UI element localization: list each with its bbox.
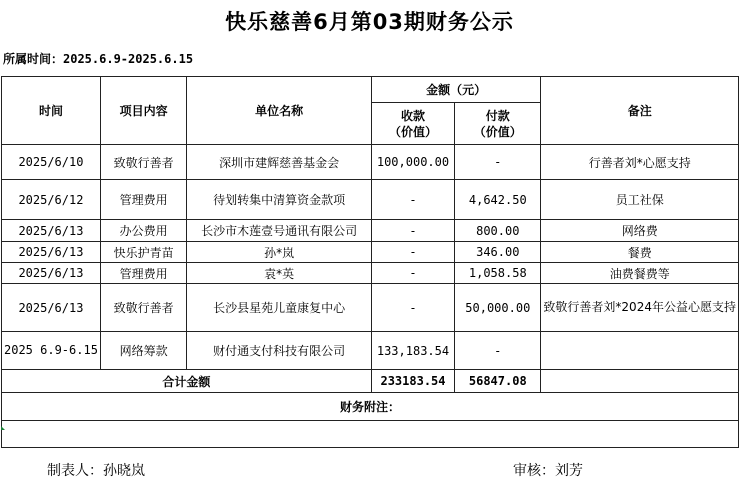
cell-unit: 待划转集中清算资金款项 [187,180,371,220]
remarks-blank-row [2,421,739,448]
reviewer-label: 审核：刘芳 [513,463,583,479]
header-income-line2: （价值） [388,124,437,139]
header-time: 时间 [2,77,101,145]
header-note: 备注 [541,77,739,145]
cell-unit: 深圳市建辉慈善基金会 [187,145,371,180]
header-project: 项目内容 [100,77,187,145]
cell-time: 2025/6/13 [2,284,101,332]
totals-income: 233183.54 [371,370,454,393]
cell-income: - [371,180,454,220]
cell-expense: 346.00 [455,242,541,263]
table-row [2,284,739,332]
totals-label: 合计金额 [2,370,372,393]
cell-expense: 800.00 [455,220,541,242]
cell-expense: - [455,145,541,180]
finance-table [1,76,739,448]
totals-note [541,370,739,393]
cell-income: 133,183.54 [371,332,454,370]
cell-unit: 长沙市木莲壹号通讯有限公司 [187,220,371,242]
remarks-blank [2,421,739,448]
cell-expense: - [455,332,541,370]
table-row [2,332,739,370]
cell-project: 网络筹款 [100,332,187,370]
cell-note: 餐费 [541,242,739,263]
cell-note [541,332,739,370]
table-row [2,220,739,242]
cell-note: 油费餐费等 [541,263,739,284]
remarks-row [2,393,739,421]
cell-time: 2025/6/12 [2,180,101,220]
cell-project: 致敬行善者 [100,284,187,332]
cell-time: 2025/6/13 [2,242,101,263]
period-label: 所属时间：2025.6.9-2025.6.15 [3,52,194,66]
cell-note: 行善者刘*心愿支持 [541,145,739,180]
cell-expense: 4,642.50 [455,180,541,220]
cell-project: 管理费用 [100,180,187,220]
header-expense [455,103,541,145]
header-expense-line1: 付款 [485,108,510,123]
table-row [2,180,739,220]
cell-project: 办公费用 [100,220,187,242]
cell-income: - [371,263,454,284]
cell-expense: 50,000.00 [455,284,541,332]
preparer-label: 制表人：孙晓岚 [47,463,145,479]
cell-project: 快乐护青苗 [100,242,187,263]
cell-marker-icon [1,426,5,430]
cell-project: 致敬行善者 [100,145,187,180]
totals-row [2,370,739,393]
table-row [2,242,739,263]
header-amount: 金额（元） [371,77,541,103]
header-unit: 单位名称 [187,77,371,145]
cell-time: 2025/6/13 [2,220,101,242]
cell-unit: 袁*英 [187,263,371,284]
cell-time: 2025 6.9-6.15 [2,332,101,370]
cell-time: 2025/6/13 [2,263,101,284]
cell-expense: 1,058.58 [455,263,541,284]
cell-unit: 财付通支付科技有限公司 [187,332,371,370]
cell-unit: 长沙县星苑儿童康复中心 [187,284,371,332]
remarks-label: 财务附注： [2,393,739,421]
cell-income: 100,000.00 [371,145,454,180]
cell-income: - [371,284,454,332]
cell-income: - [371,242,454,263]
cell-income: - [371,220,454,242]
header-expense-line2: （价值） [473,124,522,139]
cell-project: 管理费用 [100,263,187,284]
table-row [2,145,739,180]
table-row [2,263,739,284]
cell-note: 员工社保 [541,180,739,220]
cell-note: 致敬行善者刘*2024年公益心愿支持 [541,284,739,332]
cell-note: 网络费 [541,220,739,242]
header-income [371,103,454,145]
page-title: 快乐慈善6月第03期财务公示 [225,10,514,34]
totals-expense: 56847.08 [455,370,541,393]
cell-unit: 孙*岚 [187,242,371,263]
header-income-line1: 收款 [400,108,425,123]
cell-time: 2025/6/10 [2,145,101,180]
